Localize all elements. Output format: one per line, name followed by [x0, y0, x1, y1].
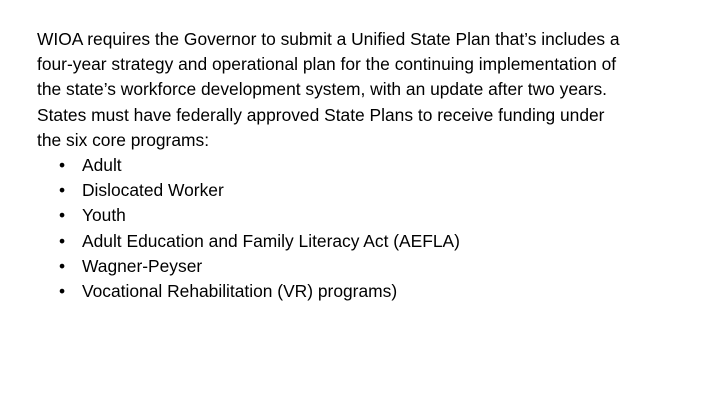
list-item-label: Adult Education and Family Literacy Act (AEFLA)	[82, 230, 460, 251]
bullet-icon: •	[59, 281, 66, 302]
paragraph-line: WIOA requires the Governor to submit a Unified State Plan that’s includes a	[37, 29, 620, 49]
paragraph-line: States must have federally approved State Plans to receive funding under	[37, 104, 605, 125]
paragraph-line: the six core programs:	[37, 129, 210, 150]
bullet-icon: •	[59, 180, 66, 201]
list-item-dislocated-worker	[37, 178, 707, 203]
slide-text-body	[37, 27, 707, 304]
list-item-adult	[37, 153, 707, 178]
list-item-label: Dislocated Worker	[82, 180, 224, 201]
bullet-icon: •	[59, 205, 66, 226]
list-item-label: Adult	[82, 155, 122, 176]
bullet-icon: •	[59, 255, 66, 276]
paragraph-line: the state’s workforce development system, with an update after two years.	[37, 79, 607, 100]
list-item-vocational-rehabilitation	[37, 279, 707, 304]
list-item-label: Youth	[82, 205, 126, 226]
paragraph-line: four-year strategy and operational plan for the continuing implementation of	[37, 54, 617, 75]
list-item-wagner-peyser	[37, 254, 707, 279]
list-item-label: Vocational Rehabilitation (VR) programs)	[82, 281, 398, 302]
list-item-youth	[37, 203, 707, 228]
list-item-aefla	[37, 229, 707, 254]
intro-paragraph	[37, 27, 707, 153]
core-programs-list	[37, 153, 707, 304]
bullet-icon: •	[59, 155, 66, 176]
bullet-icon: •	[59, 230, 66, 251]
list-item-label: Wagner-Peyser	[82, 255, 203, 276]
